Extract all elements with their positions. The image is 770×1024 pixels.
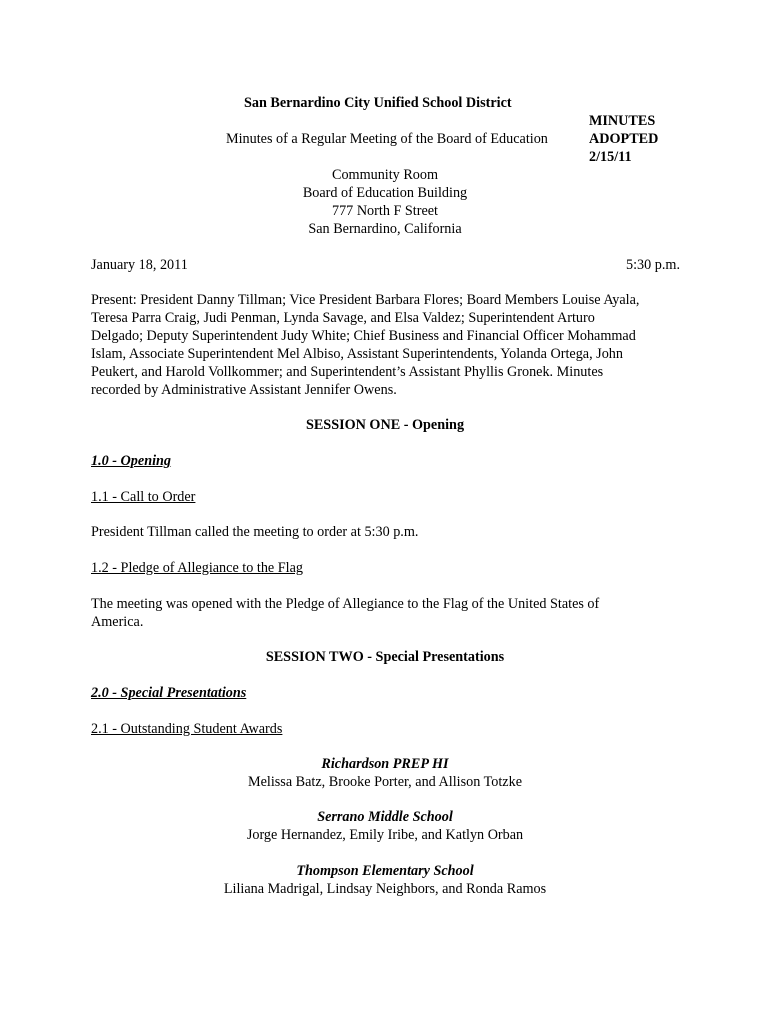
attendance-line: Peukert, and Harold Vollkommer; and Superintendent’s Assistant Phyllis Gronek. Minutes xyxy=(91,364,604,380)
attendance-line: Present: President Danny Tillman; Vice President Barbara Flores; Board Members Louise Ayala, xyxy=(91,292,640,308)
item-1-2-paragraph xyxy=(91,595,691,631)
stamp-adopted: ADOPTED xyxy=(589,131,659,147)
paragraph-line: America. xyxy=(91,614,144,630)
item-1-1-text: President Tillman called the meeting to order at 5:30 p.m. xyxy=(91,524,419,540)
attendance-paragraph xyxy=(91,291,691,399)
section-1-0-heading: 1.0 - Opening xyxy=(91,453,172,469)
location-line-4: San Bernardino, California xyxy=(308,221,462,237)
award-students: Liliana Madrigal, Lindsay Neighbors, and Ronda Ramos xyxy=(223,881,547,897)
item-1-1-heading: 1.1 - Call to Order xyxy=(91,489,196,505)
meeting-title: Minutes of a Regular Meeting of the Board of Education xyxy=(226,131,548,147)
session-two-heading: SESSION TWO - Special Presentations xyxy=(265,649,505,665)
stamp-date: 2/15/11 xyxy=(589,149,632,165)
award-students: Melissa Batz, Brooke Porter, and Allison Totzke xyxy=(247,774,522,790)
district-title: San Bernardino City Unified School District xyxy=(244,95,512,111)
location-line-1: Community Room xyxy=(331,167,439,183)
meeting-time: 5:30 p.m. xyxy=(626,257,680,273)
award-school: Serrano Middle School xyxy=(317,809,453,825)
session-one-heading: SESSION ONE - Opening xyxy=(305,417,465,433)
section-2-0-heading: 2.0 - Special Presentations xyxy=(91,685,247,701)
award-students: Jorge Hernandez, Emily Iribe, and Katlyn Orban xyxy=(246,827,524,843)
stamp-minutes: MINUTES xyxy=(589,113,656,129)
item-1-2-heading: 1.2 - Pledge of Allegiance to the Flag xyxy=(91,560,303,576)
attendance-line: Islam, Associate Superintendent Mel Albiso, Assistant Superintendents, Yolanda Ortega, John xyxy=(91,346,623,362)
location-line-3: 777 North F Street xyxy=(331,203,438,219)
award-school: Thompson Elementary School xyxy=(296,863,474,879)
attendance-line: Teresa Parra Craig, Judi Penman, Lynda Savage, and Elsa Valdez; Superintendent Arturo xyxy=(91,310,595,326)
item-2-1-heading: 2.1 - Outstanding Student Awards xyxy=(91,721,283,737)
attendance-line: Delgado; Deputy Superintendent Judy White; Chief Business and Financial Officer Mohammad xyxy=(91,328,636,344)
location-line-2: Board of Education Building xyxy=(302,185,468,201)
paragraph-line: The meeting was opened with the Pledge of Allegiance to the Flag of the United States of xyxy=(91,596,600,612)
attendance-line: recorded by Administrative Assistant Jennifer Owens. xyxy=(91,382,397,398)
meeting-date: January 18, 2011 xyxy=(91,257,188,273)
award-school: Richardson PREP HI xyxy=(321,756,449,772)
